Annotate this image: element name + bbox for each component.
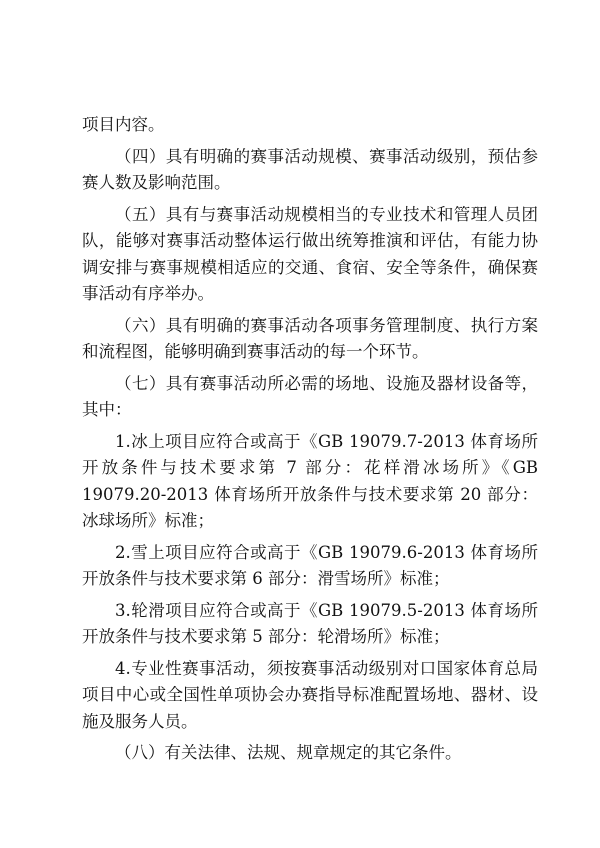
document-page xyxy=(82,112,538,772)
paragraph-subitem-3: 3.轮滑项目应符合或高于《GB 19079.5-2013 体育场所开放条件与技术要求第 5 部分：轮滑场所》标准； xyxy=(82,600,538,646)
paragraph-item-6: （六）具有明确的赛事活动各项事务管理制度、执行方案和流程图，能够明确到赛事活动的每一个环节。 xyxy=(82,315,538,361)
paragraph-subitem-4: 4.专业性赛事活动，须按赛事活动级别对口国家体育总局项目中心或全国性单项协会办赛指导标准配置场地、器材、设施及服务人员。 xyxy=(82,658,538,731)
paragraph-item-5: （五）具有与赛事活动规模相当的专业技术和管理人员团队，能够对赛事活动整体运行做出统筹推演和评估，有能力协调安排与赛事规模相适应的交通、食宿、安全等条件，确保赛事活动有序举办。 xyxy=(82,204,538,303)
paragraph-item-8: （八）有关法律、法规、规章规定的其它条件。 xyxy=(115,743,462,762)
paragraph-subitem-1: 1.冰上项目应符合或高于《GB 19079.7-2013 体育场所开放条件与技术要求第 7 部分：花样滑冰场所》《GB 19079.20-2013 体育场所开放条件与技术要求第 20 部分：冰球场所》标准； xyxy=(82,431,538,530)
paragraph-item-7: （七）具有赛事活动所必需的场地、设施及器材设备等，其中： xyxy=(82,373,538,419)
paragraph-continuation: 项目内容。 xyxy=(82,115,165,134)
paragraph-subitem-2: 2.雪上项目应符合或高于《GB 19079.6-2013 体育场所开放条件与技术要求第 6 部分：滑雪场所》标准； xyxy=(82,542,538,588)
paragraph-item-4: （四）具有明确的赛事活动规模、赛事活动级别，预估参赛人数及影响范围。 xyxy=(82,146,538,192)
